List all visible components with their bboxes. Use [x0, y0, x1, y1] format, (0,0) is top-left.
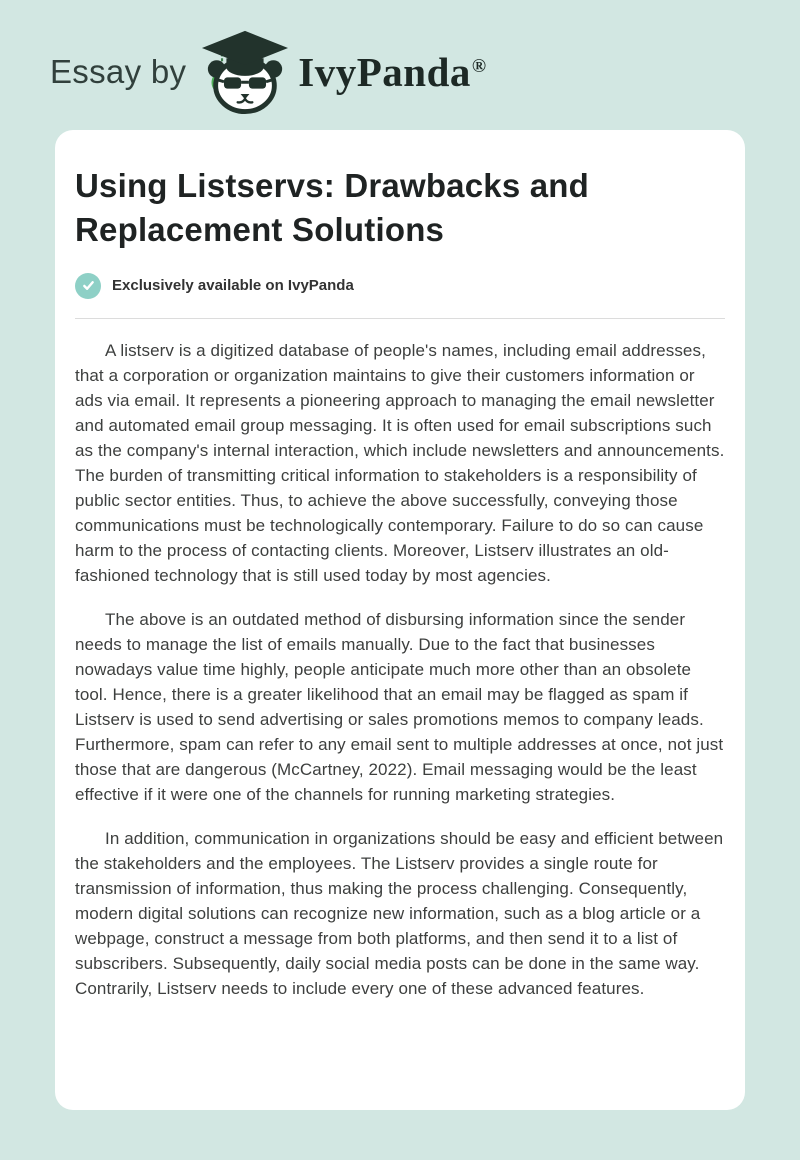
essay-body [75, 338, 725, 1001]
essay-paragraph-2: The above is an outdated method of disbursing information since the sender needs to manage the list of emails manually. Due to the fact that businesses nowadays value time highly, people anticipate much more other than an obsolete tool. Hence, there is a greater likelihood that an email may be flagged as spam if Listserv is used to send advertising or sales promotions memos to company leads. Furthermore, spam can refer to any email sent to multiple addresses at once, not just those that are dangerous (McCartney, 2022). Email messaging would be the least effective if it were one of the channels for running marketing strategies. [75, 609, 724, 804]
divider [75, 318, 725, 319]
brand-wordmark [298, 48, 486, 96]
panda-graduate-icon [196, 27, 294, 115]
exclusive-badge [75, 273, 725, 299]
essay-paragraph-1: A listserv is a digitized database of people's names, including email addresses, that a corporation or organization maintains to give their customers information or ads via email. It represents a pioneering approach to managing the email newsletter and automated email group messaging. It is often used for email subscriptions such as the company's internal interaction, which include newsletters and announcements. The burden of transmitting critical information to stakeholders is a responsibility of public sector entities. Thus, to achieve the above successfully, conveying those communications must be technologically contemporary. Failure to do so can cause harm to the process of contacting clients. Moreover, Listserv illustrates an old-fashioned technology that is still used today by most agencies. [75, 340, 725, 585]
check-icon [75, 273, 101, 299]
essay-title: Using Listservs: Drawbacks and Replacement Solutions [75, 167, 590, 248]
essay-paragraph-3: In addition, communication in organizations should be easy and efficient between the stakeholders and the employees. The Listserv provides a single route for transmission of information, thus making the process challenging. Consequently, modern digital solutions can recognize new information, such as a blog article or a webpage, construct a message from both platforms, and then send it to a list of subscribers. Subsequently, daily social media posts can be done in the same way. Contrarily, Listserv needs to include every one of these advanced features. [75, 828, 724, 998]
essay-card [55, 130, 745, 1110]
exclusive-badge-label: Exclusively available on IvyPanda [112, 277, 354, 295]
site-header [0, 0, 800, 118]
brand-name: IvyPanda [298, 49, 471, 95]
trademark-symbol: ® [471, 56, 487, 77]
essay-by-label: Essay by [50, 53, 187, 90]
ivypanda-logo[interactable] [186, 29, 486, 115]
